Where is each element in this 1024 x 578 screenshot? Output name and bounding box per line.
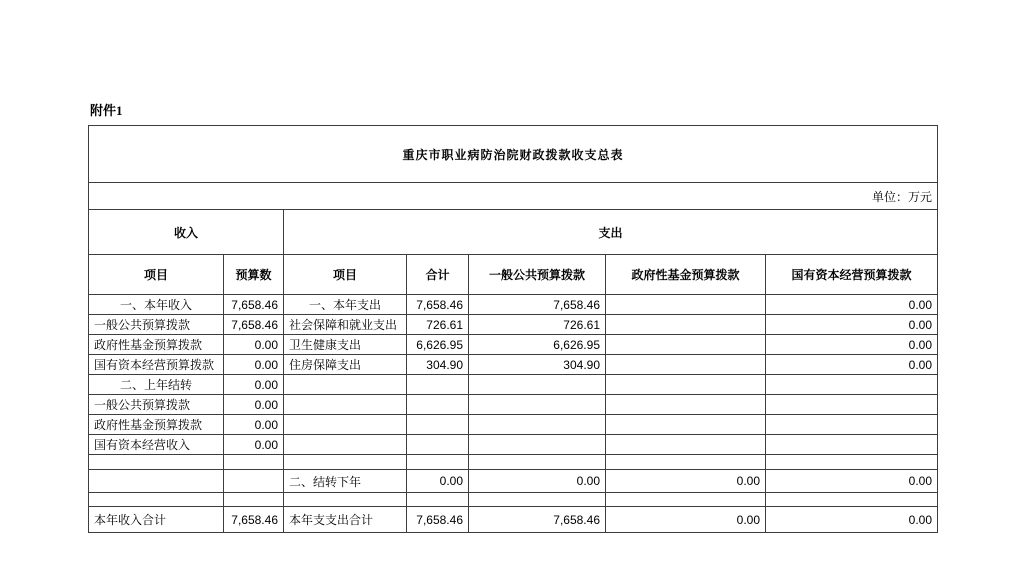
table-row (89, 355, 938, 375)
income-item-cell: 一般公共预算拨款 (89, 315, 224, 335)
table-row (89, 375, 938, 395)
table-row (89, 470, 938, 493)
col-gov-fund: 政府性基金预算拨款 (606, 255, 766, 295)
income-budget-cell: 7,658.46 (224, 507, 284, 533)
expense-item-cell (284, 415, 407, 435)
income-budget-cell: 0.00 (224, 435, 284, 455)
total-cell (407, 415, 469, 435)
expense-item-cell (284, 455, 407, 470)
col-general-public: 一般公共预算拨款 (469, 255, 606, 295)
income-budget-cell: 0.00 (224, 335, 284, 355)
col-state-capital: 国有资本经营预算拨款 (766, 255, 938, 295)
income-item-cell: 一、本年收入 (89, 295, 224, 315)
general-public-budget-cell: 726.61 (469, 315, 606, 335)
table-row (89, 315, 938, 335)
general-public-budget-cell (469, 435, 606, 455)
income-budget-cell (224, 470, 284, 493)
general-public-budget-cell: 0.00 (469, 470, 606, 493)
expense-group-header: 支出 (284, 210, 938, 255)
state-capital-budget-cell: 0.00 (766, 470, 938, 493)
income-budget-cell: 7,658.46 (224, 295, 284, 315)
gov-fund-budget-cell (606, 493, 766, 507)
gov-fund-budget-cell: 0.00 (606, 470, 766, 493)
total-cell: 0.00 (407, 470, 469, 493)
col-expense-item: 项目 (284, 255, 407, 295)
budget-table (88, 125, 938, 533)
gov-fund-budget-cell: 0.00 (606, 507, 766, 533)
total-cell (407, 395, 469, 415)
general-public-budget-cell: 304.90 (469, 355, 606, 375)
table-row (89, 415, 938, 435)
title-row (89, 126, 938, 183)
col-income-item: 项目 (89, 255, 224, 295)
general-public-budget-cell: 7,658.46 (469, 507, 606, 533)
income-item-cell: 本年收入合计 (89, 507, 224, 533)
gov-fund-budget-cell (606, 335, 766, 355)
expense-item-cell: 本年支支出合计 (284, 507, 407, 533)
col-income-budget: 预算数 (224, 255, 284, 295)
state-capital-budget-cell (766, 493, 938, 507)
state-capital-budget-cell: 0.00 (766, 335, 938, 355)
attachment-label: 附件1 (90, 103, 123, 118)
income-item-cell (89, 455, 224, 470)
general-public-budget-cell (469, 375, 606, 395)
state-capital-budget-cell (766, 455, 938, 470)
state-capital-budget-cell: 0.00 (766, 355, 938, 375)
page-title: 重庆市职业病防治院财政拨款收支总表 (89, 126, 938, 183)
state-capital-budget-cell: 0.00 (766, 315, 938, 335)
total-cell: 304.90 (407, 355, 469, 375)
table-row (89, 335, 938, 355)
expense-item-cell: 二、结转下年 (284, 470, 407, 493)
state-capital-budget-cell (766, 395, 938, 415)
income-item-cell (89, 493, 224, 507)
general-public-budget-cell (469, 415, 606, 435)
general-public-budget-cell (469, 395, 606, 415)
income-item-cell (89, 470, 224, 493)
total-cell: 7,658.46 (407, 507, 469, 533)
table-row (89, 493, 938, 507)
income-item-cell: 政府性基金预算拨款 (89, 415, 224, 435)
income-item-cell: 政府性基金预算拨款 (89, 335, 224, 355)
table-row (89, 395, 938, 415)
general-public-budget-cell: 6,626.95 (469, 335, 606, 355)
income-item-cell: 国有资本经营预算拨款 (89, 355, 224, 375)
state-capital-budget-cell: 0.00 (766, 295, 938, 315)
income-budget-cell: 0.00 (224, 375, 284, 395)
gov-fund-budget-cell (606, 415, 766, 435)
general-public-budget-cell: 7,658.46 (469, 295, 606, 315)
expense-item-cell: 卫生健康支出 (284, 335, 407, 355)
income-budget-cell (224, 493, 284, 507)
expense-item-cell (284, 395, 407, 415)
unit-note: 单位：万元 (89, 183, 938, 210)
table-row (89, 295, 938, 315)
total-cell: 726.61 (407, 315, 469, 335)
expense-item-cell: 住房保障支出 (284, 355, 407, 375)
gov-fund-budget-cell (606, 295, 766, 315)
expense-item-cell (284, 435, 407, 455)
income-group-header: 收入 (89, 210, 284, 255)
income-item-cell: 国有资本经营收入 (89, 435, 224, 455)
income-budget-cell: 0.00 (224, 355, 284, 375)
total-cell: 7,658.46 (407, 295, 469, 315)
income-item-cell: 二、上年结转 (89, 375, 224, 395)
total-cell (407, 455, 469, 470)
gov-fund-budget-cell (606, 395, 766, 415)
total-cell (407, 435, 469, 455)
gov-fund-budget-cell (606, 435, 766, 455)
col-total: 合计 (407, 255, 469, 295)
table-row (89, 507, 938, 533)
expense-item-cell: 一、本年支出 (284, 295, 407, 315)
income-budget-cell: 7,658.46 (224, 315, 284, 335)
general-public-budget-cell (469, 455, 606, 470)
unit-row (89, 183, 938, 210)
total-cell: 6,626.95 (407, 335, 469, 355)
general-public-budget-cell (469, 493, 606, 507)
income-item-cell: 一般公共预算拨款 (89, 395, 224, 415)
table-row (89, 435, 938, 455)
expense-item-cell (284, 493, 407, 507)
group-header-row (89, 210, 938, 255)
state-capital-budget-cell (766, 415, 938, 435)
gov-fund-budget-cell (606, 355, 766, 375)
total-cell (407, 493, 469, 507)
income-budget-cell (224, 455, 284, 470)
gov-fund-budget-cell (606, 375, 766, 395)
state-capital-budget-cell (766, 375, 938, 395)
expense-item-cell: 社会保障和就业支出 (284, 315, 407, 335)
table-row (89, 455, 938, 470)
income-budget-cell: 0.00 (224, 415, 284, 435)
gov-fund-budget-cell (606, 455, 766, 470)
expense-item-cell (284, 375, 407, 395)
gov-fund-budget-cell (606, 315, 766, 335)
total-cell (407, 375, 469, 395)
column-header-row (89, 255, 938, 295)
state-capital-budget-cell: 0.00 (766, 507, 938, 533)
income-budget-cell: 0.00 (224, 395, 284, 415)
state-capital-budget-cell (766, 435, 938, 455)
